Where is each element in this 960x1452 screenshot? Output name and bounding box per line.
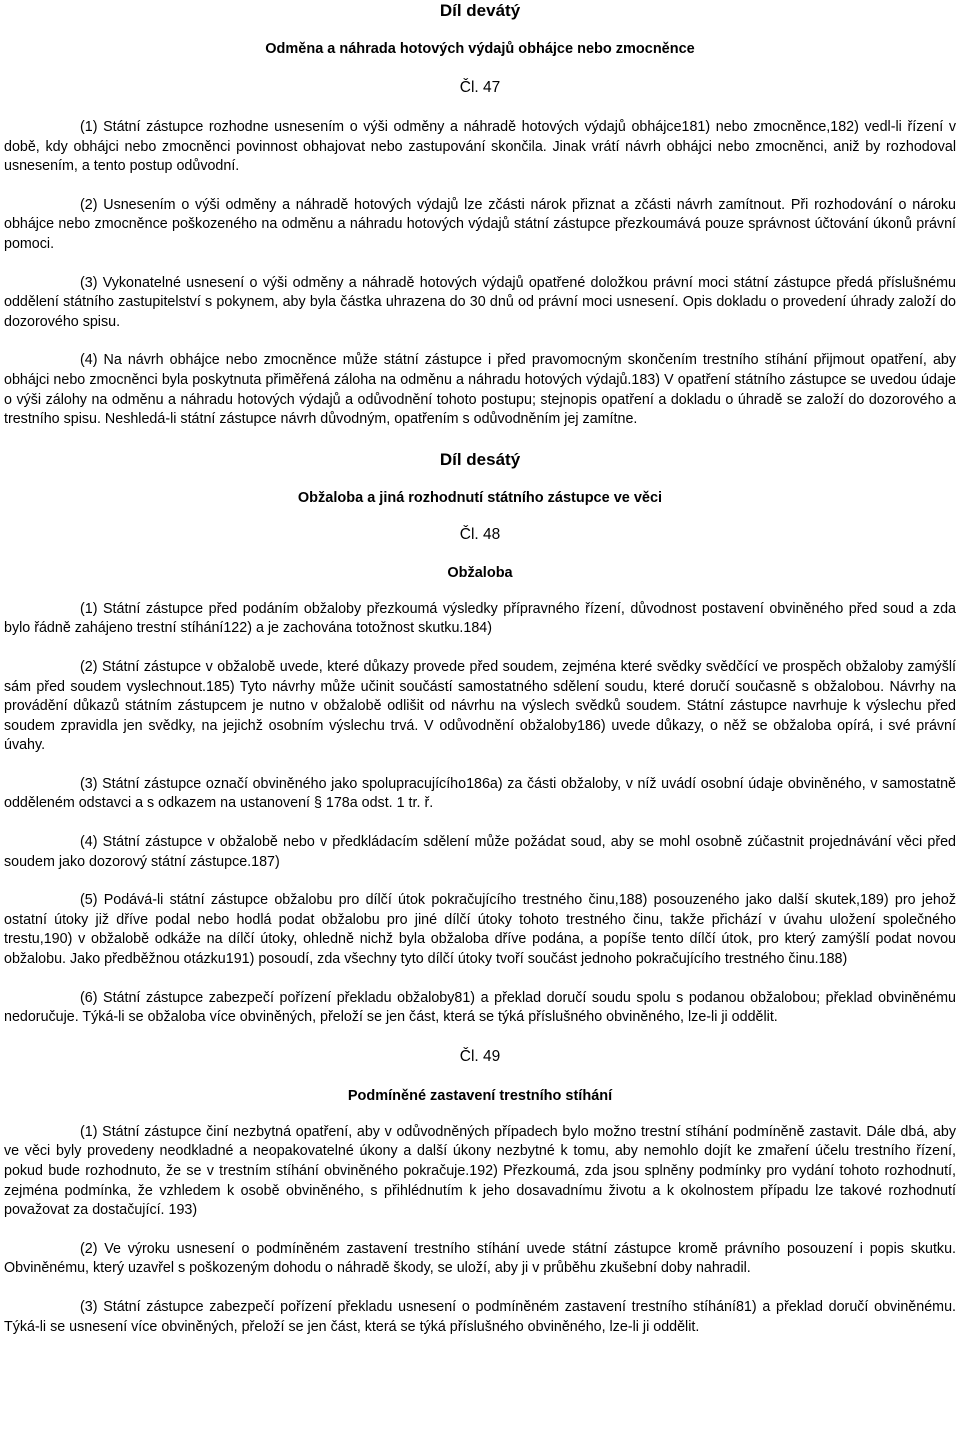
article-number-49: Čl. 49 — [459, 1047, 501, 1065]
paragraph: (3) Vykonatelné usnesení o výši odměny a náhradě hotových výdajů opatřené doložkou právní moci státní zástupce předá příslušnému oddělení státního zastupitelství s pokynem, aby byla částka uhrazena do 30 dnů od právní moci usnesení. Opis dokladu o provedení úhrady založí do dozorového spisu. — [4, 274, 956, 330]
paragraph: (3) Státní zástupce označí obviněného jako spolupracujícího186a) za části obžaloby, v níž uvádí osobní údaje obviněného, v samostatně odděleném odstavci a s odkazem na ustanovení § 178a odst. 1 tr. ř. — [4, 775, 956, 812]
paragraph: (4) Státní zástupce v obžalobě nebo v předkládacím sdělení může požádat soud, aby se mohl osobně zúčastnit projednávání věci před soudem jako dozorový státní zástupce.187) — [4, 834, 956, 870]
paragraph: (6) Státní zástupce zabezpečí pořízení překladu obžaloby81) a překlad doručí soudu spolu s podanou obžalobou; překlad obviněnému nedoručuje. Týká-li se obžaloba více obviněných, přeloží se jen část, která se týká příslušného obviněného, lze-li ji oddělit. — [4, 989, 956, 1026]
paragraph: (5) Podává-li státní zástupce obžalobu pro dílčí útok pokračujícího trestného činu,188) posouzeného jako další skutek,189) pro jehož ostatní útoky již dříve podal nebo hodlá podat obžalobu pro jiné dílčí útoky tohoto trestného činu, takže přichází v úvahu uložení společného trestu,190) v obžalobě odkáže na dílčí útoky, ohledně nichž byla obžaloba dříve podána, a popíše tento dílčí útok, pro který zamýšlí podat novou obžalobu. Jako předběžnou otázku191) posoudí, zda všechny tyto dílčí útoky tvoří součást jednoho pokračujícího trestného činu.188) — [4, 892, 956, 968]
paragraph: (3) Státní zástupce zabezpečí pořízení překladu usnesení o podmíněném zastavení trestního stíhání81) a překlad doručí obviněnému. Týká-li se usnesení více obviněných, přeloží se jen část, která se týká příslušného obviněného, lze-li ji oddělit. — [4, 1298, 956, 1335]
part-heading-9: Odměna a náhrada hotových výdajů obhájce nebo zmocněnce — [265, 41, 695, 57]
article-subheading-49: Podmíněné zastavení trestního stíhání — [347, 1087, 613, 1104]
paragraph: (4) Na návrh obhájce nebo zmocněnce může státní zástupce i před pravomocným skončením trestního stíhání přijmout opatření, aby obhájci nebo zmocněnci byla poskytnuta přiměřená záloha na odměnu a náhradu hotových výdajů.183) V opatření státního zástupce se uvedou údaje o výši zálohy na odměnu a náhradu hotových výdajů a odůvodnění tohoto postupu; stejnopis opatření a dokladu o úhradě se založí do dozorového a trestního spisu. Neshledá-li státní zástupce návrh důvodným, opatřením s odůvodněním jej zamítne. — [4, 352, 956, 428]
paragraph: (2) Ve výroku usnesení o podmíněném zastavení trestního stíhání uvede státní zástupce kromě právního posouzení i popis skutku. Obviněnému, který uzavřel s poškozeným dohodu o náhradě škody, se uloží, aby ji v průběhu zkušební doby nahradil. — [4, 1240, 956, 1277]
paragraph: (2) Usnesením o výši odměny a náhradě hotových výdajů lze zčásti nárok přiznat a zčásti návrh zamítnout. Při rozhodování o nároku obhájce nebo zmocněnce poškozeného na odměnu a náhradu hotových výdajů státní zástupce přezkoumává pouze správnost účtování úkonů právní pomoci. — [4, 196, 956, 252]
paragraph: (2) Státní zástupce v obžalobě uvede, které důkazy provede před soudem, zejména které svědky svědčící ve prospěch obžaloby zamýšlí sám před soudem vyslechnout.185) Tyto návrhy může učinit součástí samostatného sdělení soudu, které doručí současně s obžalobou. Návrhy na provádění důkazů státním zástupcem je nutno v obžalobě odlišit od návrhu na výslech svědků soudem. Státní zástupce navrhuje k výslechu před soudem zpravidla jen svědky, na jejichž osobním výslechu trvá. V odůvodnění obžaloby186) uvede důkazy, o něž se obžaloba opírá, i své právní úvahy. — [4, 658, 956, 754]
article-number-47: Čl. 47 — [459, 79, 501, 96]
paragraph: (1) Státní zástupce před podáním obžaloby přezkoumá výsledky přípravného řízení, důvodnost postavení obviněného před soud a zda bylo řádně zahájeno trestní stíhání122) a je zachována totožnost skutku.184) — [4, 600, 956, 637]
article-number-48: Čl. 48 — [459, 525, 501, 543]
part-title-10: Díl desátý — [439, 449, 521, 469]
paragraph: (1) Státní zástupce činí nezbytná opatření, aby v odůvodněných případech bylo možno trestní stíhání podmíněně zastavit. Dále dbá, aby ve věci byly provedeny neodkladné a neopakovatelné úkony a další úkony nezbytné k tomu, aby nemohlo dojít ke zmaření účelu trestního řízení, pokud bude rozhodnuto, že se v trestním stíhání obviněného pokračuje.192) Přezkoumá, zda jsou splněny podmínky pro vydání tohoto rozhodnutí, zejména podmínka, že vzhledem k osobě obviněného, s přihlédnutím k jeho dosavadnímu životu a k okolnostem případu lze takové rozhodnutí považovat za dostačující. 193) — [4, 1123, 956, 1219]
paragraph: (1) Státní zástupce rozhodne usnesením o výši odměny a náhradě hotových výdajů obhájce181) nebo zmocněnce,182) vedl-li řízení v době, kdy obhájci nebo zmocněnci povinnost obhajovat nebo zastupování skončila. Jinak vrátí návrh obhájci nebo zmocněnci, aniž by rozhodoval usnesením, a tento postup odůvodní. — [4, 119, 956, 175]
part-title-9: Díl devátý — [439, 1, 521, 20]
part-heading-10: Obžaloba a jiná rozhodnutí státního zástupce ve věci — [297, 489, 663, 506]
article-subheading-48: Obžaloba — [447, 564, 513, 581]
